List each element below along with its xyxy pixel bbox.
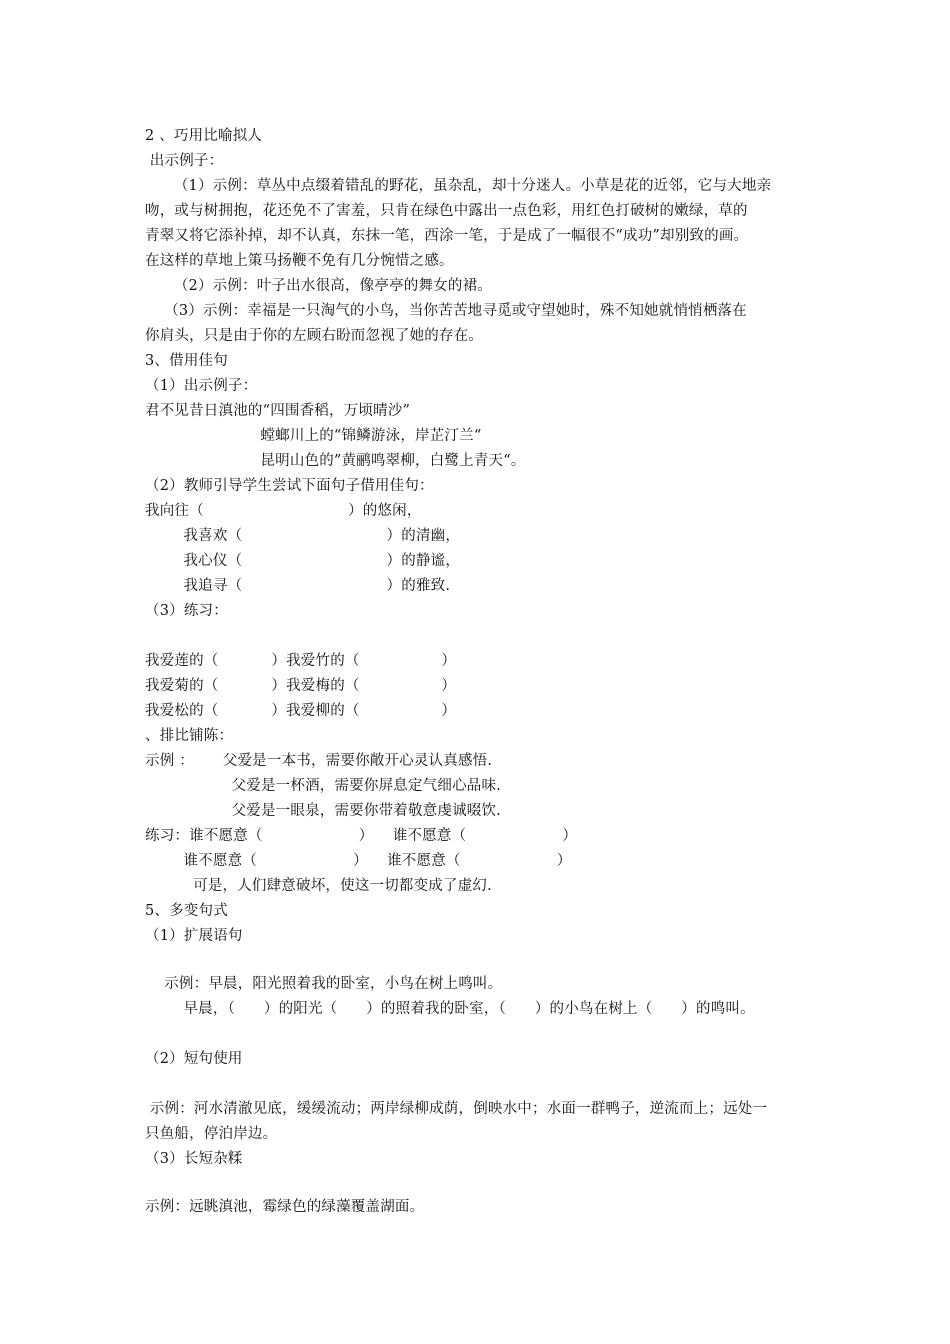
text-line: 可是，人们肆意破坏，使这一切都变成了虚幻. bbox=[145, 878, 492, 894]
text-line: 谁不愿意（ ） 谁不愿意（ ） bbox=[145, 853, 572, 869]
text-line: 君不见昔日滇池的“四围香稻，万顷晴沙” bbox=[145, 403, 411, 419]
text-line: 我爱莲的（ ）我爱竹的（ ） bbox=[145, 653, 457, 669]
text-line: 练习：谁不愿意（ ） 谁不愿意（ ） bbox=[145, 828, 578, 844]
text-line: 你肩头，只是由于你的左顾右盼而忽视了她的存在。 bbox=[145, 328, 484, 344]
text-line: （3）示例：幸福是一只淘气的小鸟，当你苦苦地寻觅或守望她时，殊不知她就悄悄栖落在 bbox=[145, 303, 747, 319]
text-line: 父爱是一杯酒，需要你屏息定气细心品味. bbox=[145, 778, 501, 794]
text-line: （1）示例：草丛中点缀着错乱的野花，虽杂乱，却十分迷人。小草是花的近邻，它与大地亲 bbox=[145, 178, 772, 194]
text-line: 我爱菊的（ ）我爱梅的（ ） bbox=[145, 678, 457, 694]
text-line: 昆明山色的”黄鹂鸣翠柳，白鹭上青天“。 bbox=[145, 453, 526, 469]
text-line: 我追寻（ ）的雅致. bbox=[145, 578, 451, 594]
text-line: （1）出示例子： bbox=[145, 378, 258, 394]
text-line: 青翠又将它添补掉，却不认真，东抹一笔，西涂一笔，于是成了一幅很不“成功”却别致的画。 bbox=[145, 228, 749, 244]
text-line: 螳螂川上的“锦鳞游泳，岸芷汀兰“ bbox=[145, 428, 482, 444]
section-heading-3: 3、借用佳句 bbox=[145, 353, 228, 369]
text-line: 我向往（ ）的悠闲， bbox=[145, 503, 422, 519]
text-line: 只鱼船，停泊岸边。 bbox=[145, 1126, 278, 1142]
text-line: （1）扩展语句 bbox=[145, 928, 243, 944]
text-line: 示例 ： 父爱是一本书，需要你敞开心灵认真感悟. bbox=[145, 753, 493, 769]
text-line: 早晨，（ ）的阳光（ ）的照着我的卧室，（ ）的小鸟在树上（ ）的鸣叫。 bbox=[145, 1001, 755, 1017]
text-line: 我喜欢（ ）的清幽， bbox=[145, 528, 461, 544]
text-line: （2）教师引导学生尝试下面句子借用佳句： bbox=[145, 478, 434, 494]
text-line: 出示例子： bbox=[145, 153, 224, 169]
section-heading-2: 2 、巧用比喻拟人 bbox=[145, 128, 263, 144]
text-line: 在这样的草地上策马扬鞭不免有几分惋惜之感。 bbox=[145, 253, 454, 269]
text-line: （2）示例：叶子出水很高，像亭亭的舞女的裙。 bbox=[145, 278, 492, 294]
text-line: 示例：早晨，阳光照着我的卧室，小鸟在树上鸣叫。 bbox=[145, 976, 503, 992]
text-line: 示例：河水清澈见底，缓缓流动；两岸绿柳成荫，倒映水中；水面一群鸭子，逆流而上；远处一 bbox=[145, 1101, 768, 1117]
text-line: （2）短句使用 bbox=[145, 1051, 243, 1067]
text-line: （3）练习： bbox=[145, 603, 228, 619]
text-line: 父爱是一眼泉，需要你带着敬意虔诚啜饮. bbox=[145, 803, 501, 819]
text-line: 我爱松的（ ）我爱柳的（ ） bbox=[145, 703, 457, 719]
text-line: 我心仪（ ）的静谧， bbox=[145, 553, 461, 569]
section-heading-5: 5、多变句式 bbox=[145, 903, 228, 919]
text-line: 示例：远眺滇池，霉绿色的绿藻覆盖湖面。 bbox=[145, 1199, 425, 1215]
text-line: （3）长短杂糅 bbox=[145, 1151, 243, 1167]
text-line: 吻，或与树拥抱，花还免不了害羞，只肯在绿色中露出一点色彩，用红色打破树的嫩绿，草的 bbox=[145, 203, 748, 219]
section-heading-4: 、排比铺陈： bbox=[145, 728, 234, 744]
